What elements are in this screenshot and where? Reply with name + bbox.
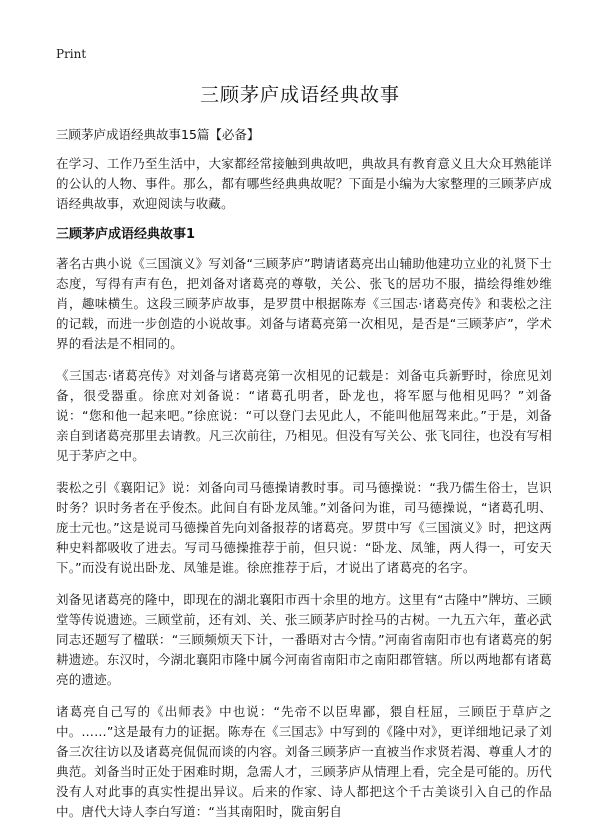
print-link[interactable]: Print bbox=[56, 47, 87, 61]
story-paragraph: 诸葛亮自己写的《出师表》中也说：“先帝不以臣卑鄙，猥自枉屈，三顾臣于草庐之中。……”这是最有力的证据。陈寿在《三国志》中写到的《隆中对》，更详细地记录了刘备三次往访以及诸葛亮侃侃而谈的内容。刘备三顾茅庐一直被当作求贤若渴、尊重人才的典范。刘备当时正处于困难时期，急需人才，三顾茅庐从情理上看，完全是可能的。历代没有人对此事的真实性提出异议。后来的作家、诗人都把这个千古美谈引入自己的作品中。唐代大诗人李白写道：“当其南阳时，陇亩躬自 bbox=[56, 704, 552, 819]
article-subtitle: 三顾茅庐成语经典故事15篇【必备】 bbox=[56, 127, 260, 142]
story-paragraph: 著名古典小说《三国演义》写刘备“三顾茅庐”聘请诸葛亮出山辅助他建功立业的礼贤下士态度，写得有声有色，把刘备对诸葛亮的尊敬，关公、张飞的居功不服，描绘得维妙维肖，趣味横生。这段三顾茅庐故事，是罗贯中根据陈寿《三国志·诸葛亮传》和裴松之注的记载，而进一步创造的小说故事。刘备与诸葛亮第一次相见，是否是“三顾茅庐”，学术界的看法是不相同的。 bbox=[56, 256, 552, 351]
page-title: 三顾茅庐成语经典故事 bbox=[199, 84, 400, 106]
section-heading: 三顾茅庐成语经典故事1 bbox=[56, 227, 196, 242]
story-paragraph: 刘备见诸葛亮的隆中，即现在的湖北襄阳市西十余里的地方。这里有“古隆中”牌坊、三顾堂等传说遗迹。三顾堂前，还有刘、关、张三顾茅庐时拴马的古树。一九五六年，董必武同志还题写了楹联：“三顾频烦天下计，一番晤对古今情。”河南省南阳市也有诸葛亮的躬耕遗迹。东汉时，今湖北襄阳市隆中属今河南省南阳市之南阳郡管辖。所以两地都有诸葛亮的遗迹。 bbox=[56, 592, 552, 687]
article-content bbox=[56, 126, 552, 834]
story-paragraph: 裴松之引《襄阳记》说：刘备向司马德操请教时事。司马德操说：“我乃儒生俗士，岂识时务？识时务者在乎俊杰。此间自有卧龙凤雏。”刘备问为谁，司马德操说，“诸葛孔明、庞士元也。”这是说司马德操首先向刘备报荐的诸葛亮。罗贯中写《三国演义》时，把这两种史料都吸收了进去。写司马德操推荐于前，但只说：“卧龙、凤雏，两人得一，可安天下。”而没有说出卧龙、凤雏是谁。徐庶推荐于后，才说出了诸葛亮的名字。 bbox=[56, 480, 552, 575]
intro-paragraph: 在学习、工作乃至生活中，大家都经常接触到典故吧，典故具有教育意义且大众耳熟能详的公认的人物、事件。那么，都有哪些经典典故呢？下面是小编为大家整理的三顾茅庐成语经典故事，欢迎阅读与收藏。 bbox=[56, 156, 552, 211]
story-paragraph: 《三国志·诸葛亮传》对刘备与诸葛亮第一次相见的记载是：刘备屯兵新野时，徐庶见刘备，很受器重。徐庶对刘备说：“诸葛孔明者，卧龙也，将军愿与他相见吗？”刘备说：“您和他一起来吧。”徐庶说：“可以登门去见此人，不能叫他屈驾来此。”于是，刘备亲自到诸葛亮那里去请教。凡三次前往，乃相见。但没有写关公、张飞同往，也没有写相见于茅庐之中。 bbox=[56, 368, 552, 463]
